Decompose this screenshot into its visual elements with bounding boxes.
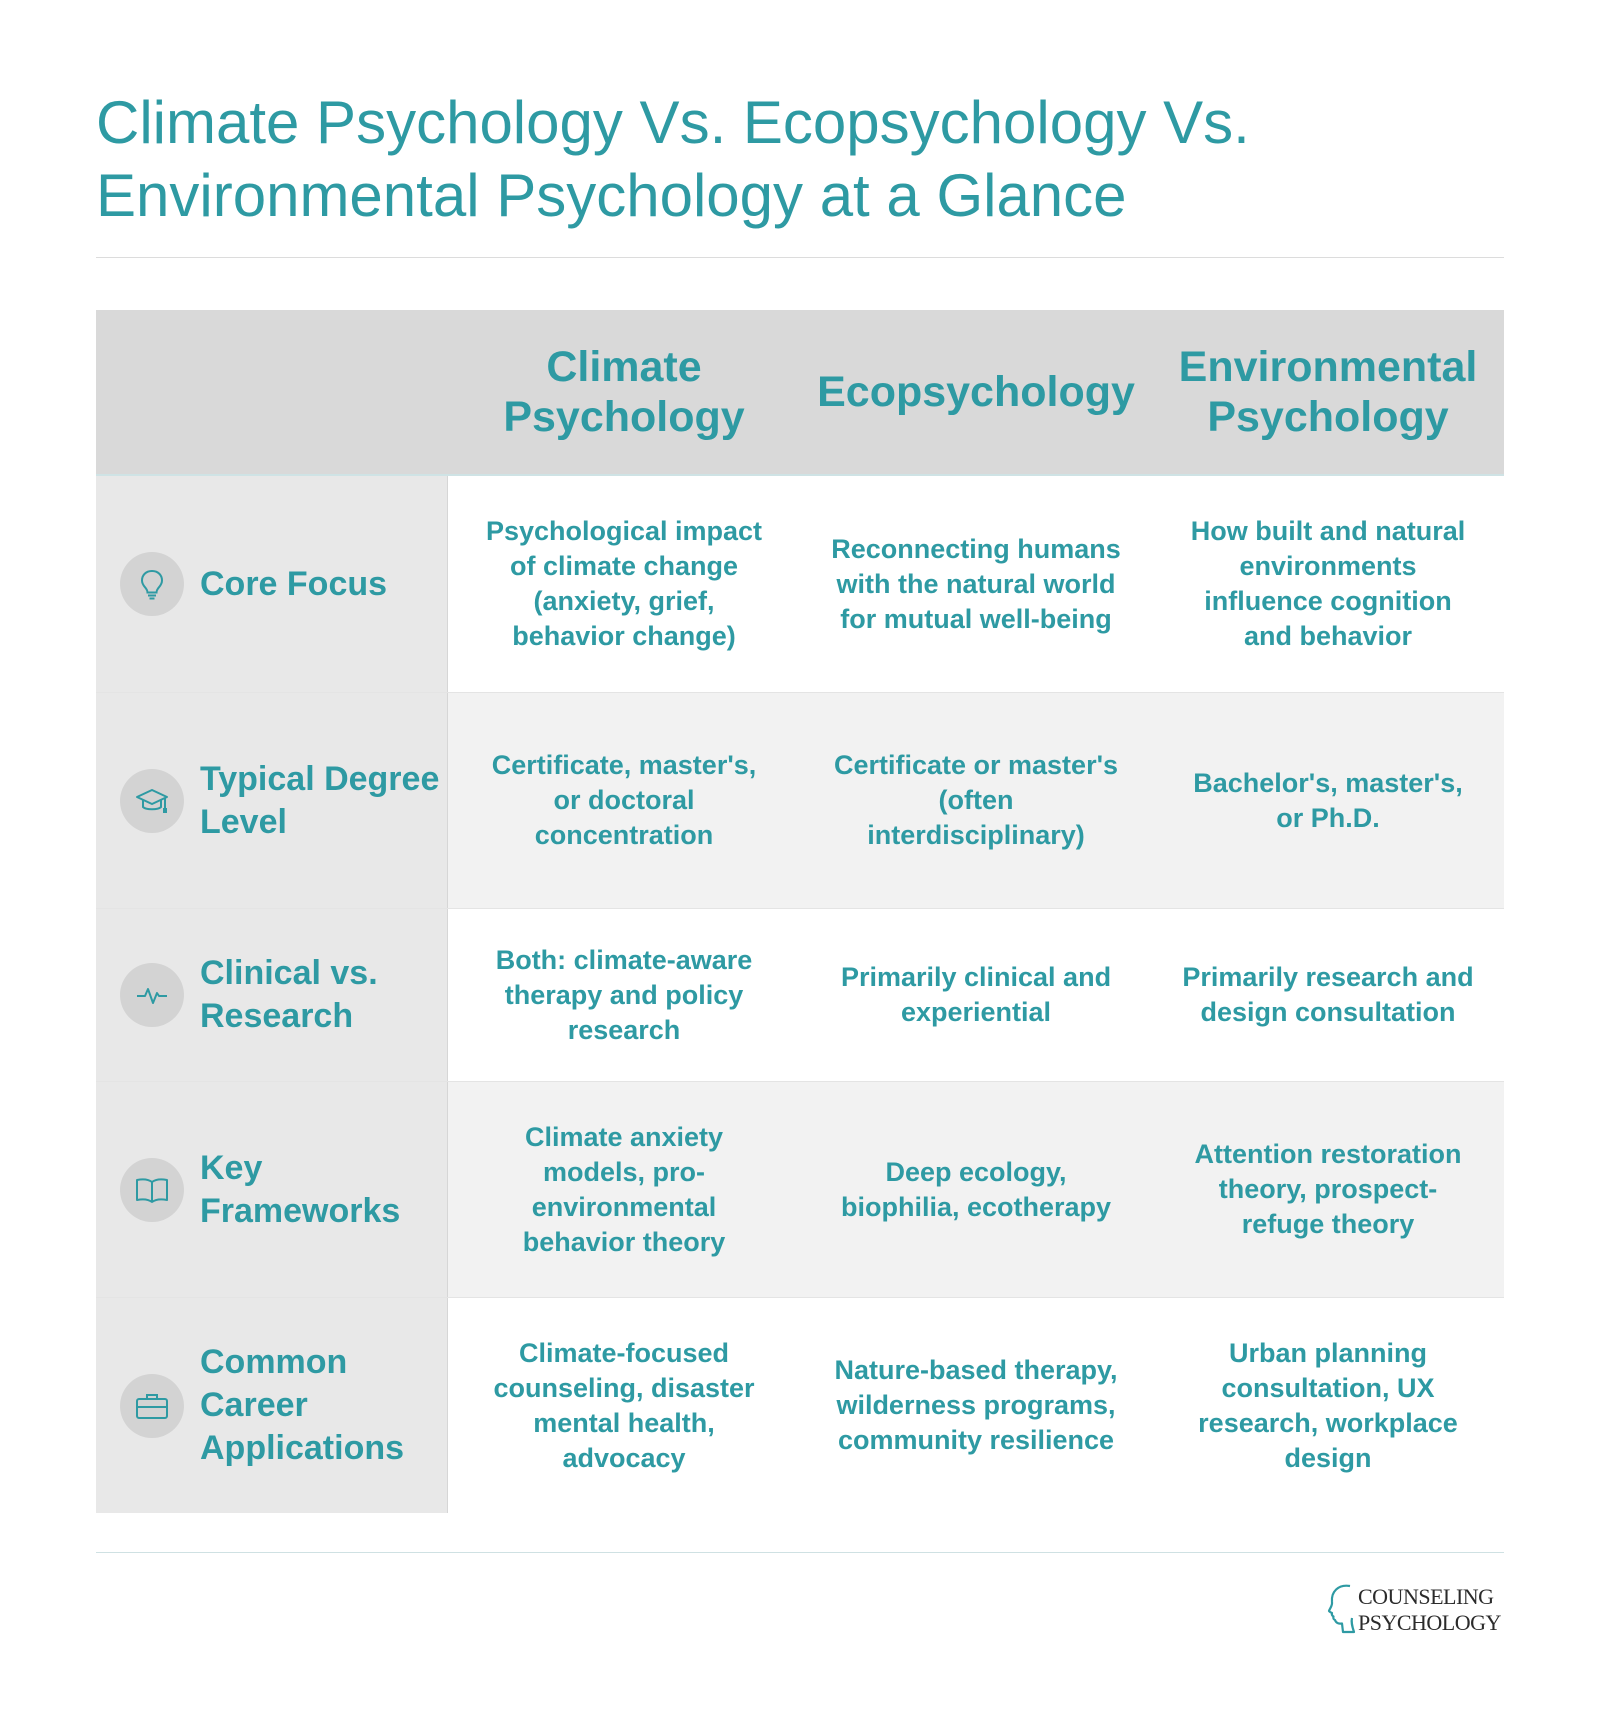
column-header-line: Environmental [1178, 343, 1478, 391]
cell-ecopsychology: Certificate or master's (often interdisciplinary) [800, 693, 1152, 908]
cell-climate-psychology: Certificate, master's, or doctoral concentration [448, 693, 800, 908]
row-header [96, 1298, 448, 1513]
column-header-line: Psychology [1207, 393, 1449, 441]
head-silhouette-icon [1326, 1582, 1356, 1636]
row-header [96, 476, 448, 692]
row-header [96, 693, 448, 908]
cell-environmental-psychology: How built and natural environments influence cognition and behavior [1152, 476, 1504, 692]
column-header-environmental-psychology [1152, 310, 1504, 474]
cell-climate-psychology: Psychological impact of climate change (anxiety, grief, behavior change) [448, 476, 800, 692]
column-header-line: Climate [546, 343, 702, 391]
table-row-degree-level [96, 692, 1504, 908]
logo-line-1: COUNSELING [1358, 1584, 1494, 1609]
cell-environmental-psychology: Bachelor's, master's, or Ph.D. [1152, 693, 1504, 908]
cell-ecopsychology: Primarily clinical and experiential [800, 909, 1152, 1081]
cell-environmental-psychology: Urban planning consultation, UX research, workplace design [1152, 1298, 1504, 1513]
cell-ecopsychology: Deep ecology, biophilia, ecotherapy [800, 1082, 1152, 1297]
row-label: Typical Degree Level [200, 759, 440, 841]
top-divider [96, 257, 1504, 258]
row-header [96, 909, 448, 1081]
pulse-icon [120, 963, 184, 1027]
header-corner [96, 310, 448, 474]
row-header [96, 1082, 448, 1297]
comparison-table [96, 310, 1504, 1513]
row-label: Common Career Applications [200, 1343, 405, 1467]
row-label: Core Focus [200, 564, 388, 603]
column-header-climate-psychology [448, 310, 800, 474]
cell-environmental-psychology: Primarily research and design consultation [1152, 909, 1504, 1081]
column-header-ecopsychology [800, 310, 1152, 474]
bottom-divider [96, 1552, 1504, 1553]
page-title-line-1: Climate Psychology Vs. Ecopsychology Vs. [96, 89, 1250, 156]
lightbulb-icon [120, 552, 184, 616]
table-row-clinical-vs-research [96, 908, 1504, 1081]
page-title [96, 86, 1396, 232]
cell-environmental-psychology: Attention restoration theory, prospect-refuge theory [1152, 1082, 1504, 1297]
table-row-key-frameworks [96, 1081, 1504, 1297]
row-label: Clinical vs. Research [200, 954, 378, 1035]
page-title-line-2: Environmental Psychology at a Glance [96, 162, 1127, 229]
table-row-core-focus [96, 476, 1504, 692]
cell-climate-psychology: Climate anxiety models, pro-environmental behavior theory [448, 1082, 800, 1297]
open-book-icon [120, 1158, 184, 1222]
brand-logo [1326, 1580, 1506, 1640]
table-row-career-applications [96, 1297, 1504, 1513]
cell-ecopsychology: Nature-based therapy, wilderness programs, community resilience [800, 1298, 1152, 1513]
cell-climate-psychology: Both: climate-aware therapy and policy research [448, 909, 800, 1081]
cell-ecopsychology: Reconnecting humans with the natural world for mutual well-being [800, 476, 1152, 692]
column-header-line: Psychology [503, 393, 745, 441]
cell-climate-psychology: Climate-focused counseling, disaster mental health, advocacy [448, 1298, 800, 1513]
logo-line-2: PSYCHOLOGY [1358, 1610, 1501, 1635]
graduation-cap-icon [120, 769, 184, 833]
row-label: Key Frameworks [200, 1148, 401, 1230]
column-header-line: Ecopsychology [817, 368, 1135, 416]
table-header [96, 310, 1504, 476]
briefcase-icon [120, 1374, 184, 1438]
